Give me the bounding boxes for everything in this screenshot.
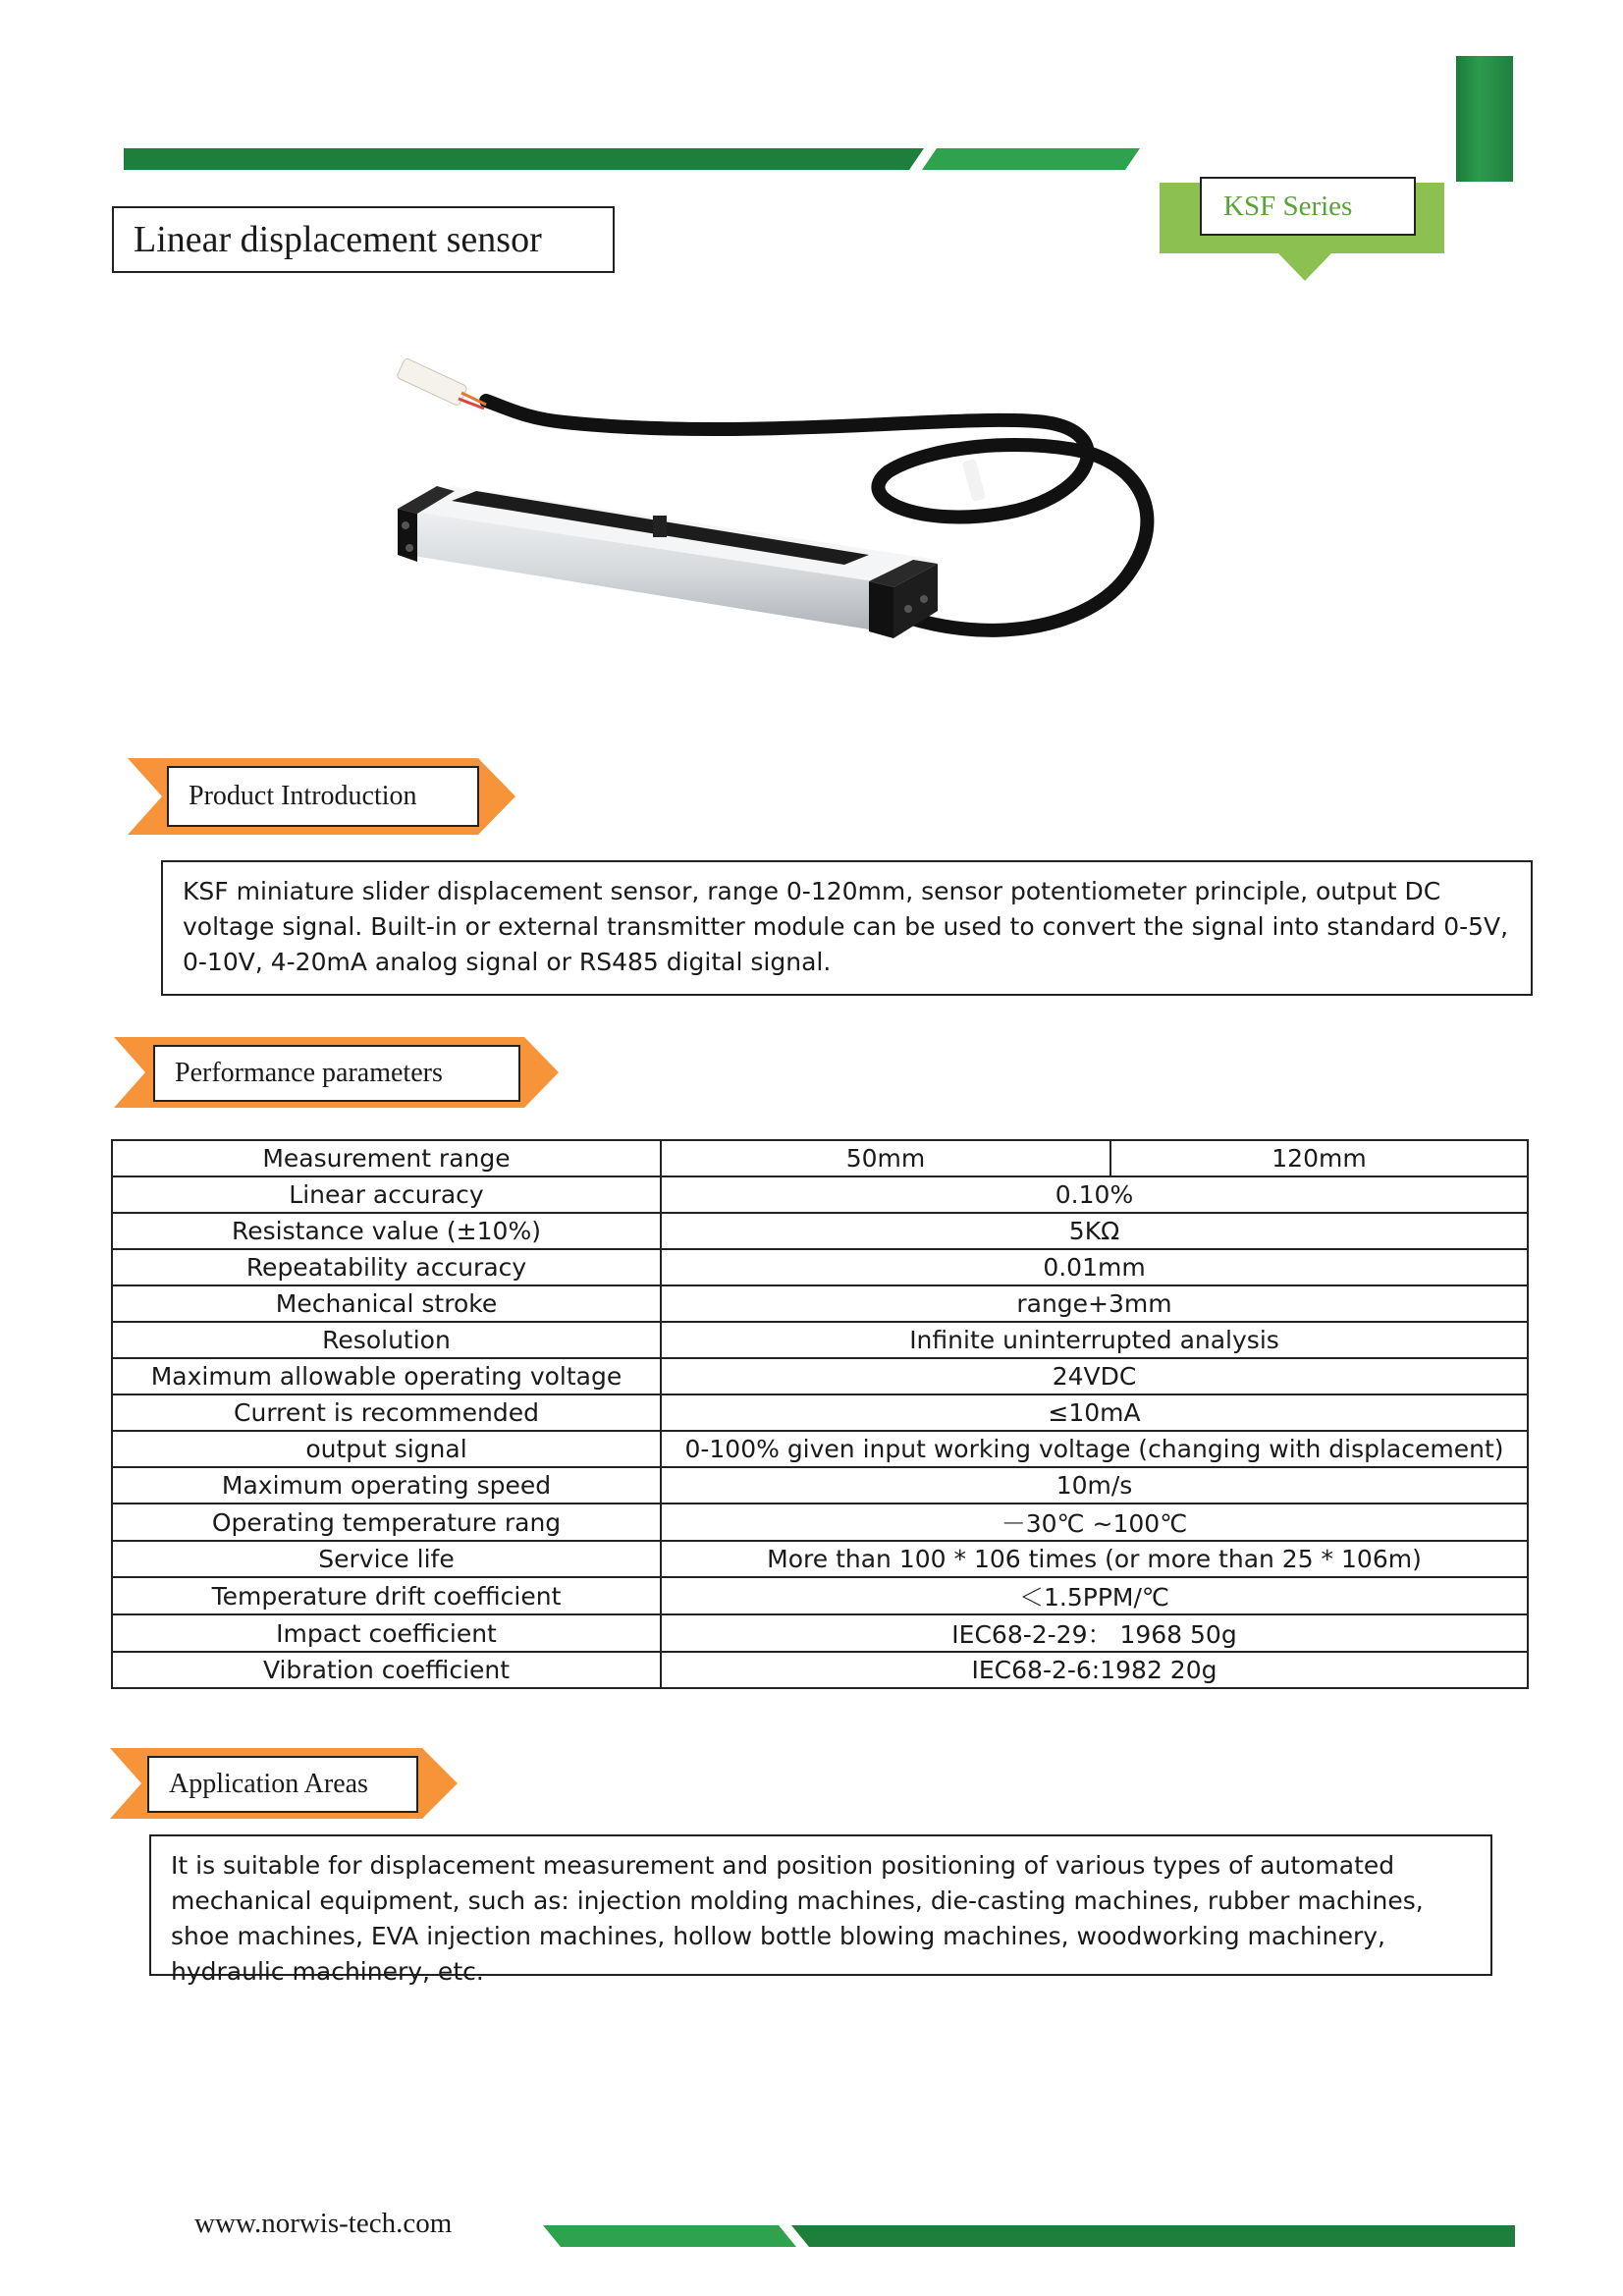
table-row <box>112 1394 1528 1431</box>
table-row <box>112 1503 1528 1541</box>
table-row <box>112 1467 1528 1503</box>
value-cell: 5KΩ <box>661 1213 1528 1249</box>
section-heading-introduction: Product Introduction <box>167 766 479 827</box>
value-cell: Infinite uninterrupted analysis <box>661 1322 1528 1358</box>
param-cell: Maximum operating speed <box>112 1467 661 1503</box>
table-row <box>112 1652 1528 1688</box>
table-row <box>112 1285 1528 1322</box>
value-cell: 0.10% <box>661 1176 1528 1213</box>
series-tag: KSF Series <box>1200 177 1416 236</box>
section-heading-applications: Application Areas <box>147 1756 418 1813</box>
value-cell: IEC68-2-6:1982 20g <box>661 1652 1528 1688</box>
param-cell: Service life <box>112 1541 661 1577</box>
param-cell: Vibration coefficient <box>112 1652 661 1688</box>
param-cell: Linear accuracy <box>112 1176 661 1213</box>
param-cell: Resistance value (±10%) <box>112 1213 661 1249</box>
table-row <box>112 1541 1528 1577</box>
param-cell: Maximum allowable operating voltage <box>112 1358 661 1394</box>
section-banner-introduction <box>128 758 515 835</box>
page-title: Linear displacement sensor <box>112 206 615 273</box>
param-cell: Measurement range <box>112 1140 661 1176</box>
section-banner-applications <box>110 1748 458 1825</box>
performance-table <box>111 1139 1529 1689</box>
param-cell: Mechanical stroke <box>112 1285 661 1322</box>
header-corner-bar <box>1456 56 1513 182</box>
value-cell: 0.01mm <box>661 1249 1528 1285</box>
applications-text: It is suitable for displacement measurement and position positioning of various types of automated mechanical equipment, such as: injection molding machines, die-casting machines, rubber machines, shoe machines, EVA injection machines, hollow bottle blowing machines, woodworking machinery, hydraulic machinery, etc. <box>149 1834 1492 1976</box>
value-cell: 120mm <box>1110 1140 1528 1176</box>
param-cell: Temperature drift coefficient <box>112 1577 661 1614</box>
series-arrow-icon <box>1278 253 1331 281</box>
param-cell: Operating temperature rang <box>112 1503 661 1541</box>
table-row <box>112 1322 1528 1358</box>
param-cell: Repeatability accuracy <box>112 1249 661 1285</box>
table-row <box>112 1249 1528 1285</box>
footer-decor-bars <box>543 2223 1515 2251</box>
value-cell: 24VDC <box>661 1358 1528 1394</box>
linear-displacement-sensor-photo <box>339 354 1242 707</box>
value-cell: 50mm <box>661 1140 1110 1176</box>
value-cell: IEC68-2-29： 1968 50g <box>661 1614 1528 1652</box>
section-banner-performance <box>114 1037 559 1114</box>
value-cell: range+3mm <box>661 1285 1528 1322</box>
table-row <box>112 1431 1528 1467</box>
table-row <box>112 1213 1528 1249</box>
table-row <box>112 1358 1528 1394</box>
value-cell: －30℃ ~100℃ <box>661 1503 1528 1541</box>
section-heading-performance: Performance parameters <box>153 1045 520 1102</box>
table-row <box>112 1140 1528 1176</box>
table-row <box>112 1577 1528 1614</box>
table-row <box>112 1176 1528 1213</box>
value-cell: 10m/s <box>661 1467 1528 1503</box>
value-cell: ＜1.5PPM/℃ <box>661 1577 1528 1614</box>
param-cell: output signal <box>112 1431 661 1467</box>
introduction-text: KSF miniature slider displacement sensor, range 0-120mm, sensor potentiometer principle, output DC voltage signal. Built-in or external transmitter module can be used to convert the signal into standard 0-5V, 0-10V, 4-20mA analog signal or RS485 digital signal. <box>161 860 1533 996</box>
table-row <box>112 1614 1528 1652</box>
param-cell: Current is recommended <box>112 1394 661 1431</box>
header-decor-bars <box>124 145 1140 173</box>
value-cell: ≤10mA <box>661 1394 1528 1431</box>
value-cell: More than 100 * 106 times (or more than 25 * 106m) <box>661 1541 1528 1577</box>
footer-url: www.norwis-tech.com <box>194 2208 453 2239</box>
param-cell: Impact coefficient <box>112 1614 661 1652</box>
value-cell: 0-100% given input working voltage (changing with displacement) <box>661 1431 1528 1467</box>
param-cell: Resolution <box>112 1322 661 1358</box>
